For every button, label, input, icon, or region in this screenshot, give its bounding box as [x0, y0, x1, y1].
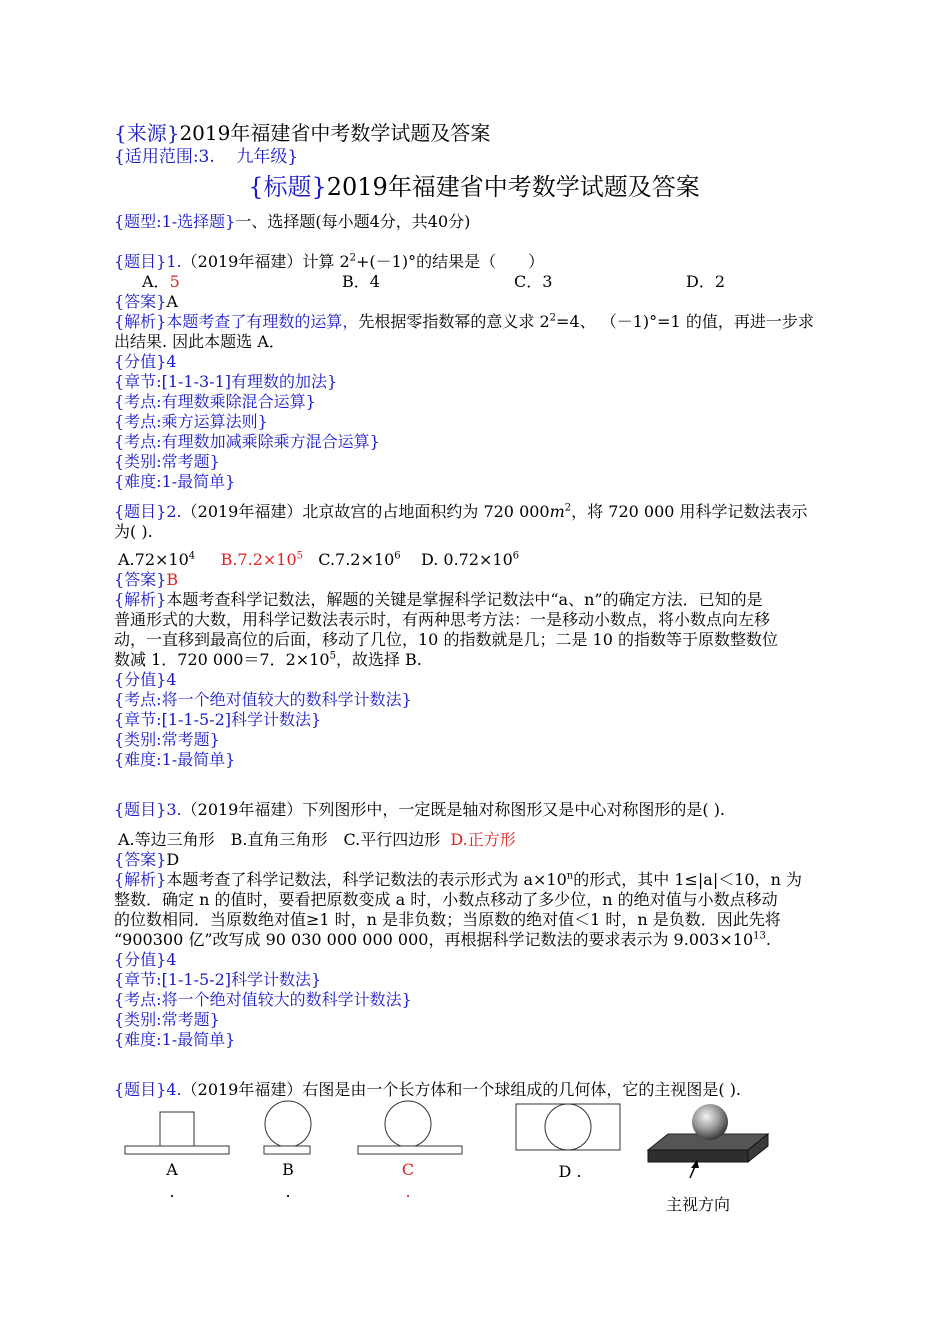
q2-analysis-tag: {解析} — [114, 590, 167, 609]
type-tag: {题型:1-选择题} — [114, 212, 236, 231]
q2-analysis-line2: 普通形式的大数，用科学记数法表示时，有两种思考方法：一是移动小数点，将小数点向左移 — [114, 610, 771, 629]
option-c-circle — [385, 1101, 431, 1147]
q2-stem-m: m — [549, 502, 565, 521]
option-b-label: B — [282, 1160, 294, 1179]
q2-score: {分值}4 — [114, 670, 177, 689]
q4-tag: {题目}4. — [114, 1080, 182, 1099]
q4-stem-text: （2019年福建）右图是由一个长方体和一个球组成的几何体，它的主视图是( ). — [181, 1080, 742, 1099]
option-b-dot: . — [285, 1182, 291, 1201]
option-a-label: A — [166, 1160, 178, 1179]
q2-stem-c: 为( ). — [114, 522, 153, 541]
q1-chapter: {章节:[1-1-3-1]有理数的加法} — [114, 372, 338, 391]
q1-stem-sup: 2 — [349, 252, 357, 264]
q3-analysis-tag: {解析} — [114, 870, 167, 889]
q3-knowledge-point: {考点:将一个绝对值较大的数科学计数法} — [114, 990, 412, 1009]
q3-analysis-1b: 的形式，其中 1≤|a|＜10，n 为 — [573, 870, 802, 889]
q3-stem — [114, 800, 834, 820]
document-page — [114, 110, 834, 1228]
scope-text: 九年级} — [236, 147, 299, 167]
source-text: 2019年福建省中考数学试题及答案 — [179, 121, 491, 145]
q2-stem-a: （2019年福建）北京故宫的占地面积约为 720 000 — [181, 502, 550, 521]
q1-option-c: C．3 — [514, 272, 553, 291]
q3-answer — [114, 850, 834, 870]
q2-stem — [114, 502, 834, 522]
q3-analysis-line3: 的位数相同．当原数绝对值≥1 时，n 是非负数；当原数的绝对值＜1 时，n 是负数．因此先将 — [114, 910, 781, 929]
type-text: 一、选择题(每小题4分，共40分) — [235, 212, 471, 231]
q1-category: {类别:常考题} — [114, 452, 220, 471]
question-3 — [114, 800, 834, 1050]
q3-answer-tag: {答案} — [114, 850, 167, 869]
option-d-label: D . — [558, 1162, 582, 1181]
solid-3d-front-face — [648, 1150, 748, 1162]
q2-analysis-1: 本题考查科学记数法，解题的关键是掌握科学记数法中“a、n”的确定方法．已知的是 — [166, 590, 763, 609]
q2-analysis-4b: ，故选择 B. — [335, 650, 422, 669]
q3-options-abc: A.等边三角形 B.直角三角形 C.平行四边形 — [118, 830, 441, 849]
q3-stem-text: （2019年福建）下列图形中，一定既是轴对称图形又是中心对称图形的是( ). — [181, 800, 726, 819]
q1-option-a — [142, 272, 342, 292]
q1-answer — [114, 292, 834, 312]
q2-option-a-sup: 4 — [188, 550, 196, 562]
q2-stem-b: ，将 720 000 用科学记数法表示 — [571, 502, 808, 521]
option-d-figure — [514, 1102, 622, 1156]
q1-analysis-b: 先根据零指数幂的意义求 2 — [358, 312, 550, 331]
q1-analysis-line2: 出结果. 因此本题选 A． — [114, 332, 285, 351]
sphere-shape — [692, 1104, 728, 1140]
q1-stem-b: +(－1)°的结果是（ ） — [356, 252, 545, 271]
q3-difficulty: {难度:1-最简单} — [114, 1030, 236, 1049]
q3-analysis-4a: “900300 亿”改写成 90 030 000 000 000，再根据科学记数法的要求表示为 9.003×10 — [114, 930, 754, 949]
scope-line — [114, 146, 834, 168]
q2-analysis-line3: 动，一直移到最高位的后面，移动了几位，10 的指数就是几；二是 10 的指数等于原数整数位 — [114, 630, 778, 649]
q1-analysis-c: =4、 （－1)°=1 的值，再进一步求 — [556, 312, 814, 331]
option-c-base — [358, 1146, 462, 1154]
source-tag: {来源} — [114, 121, 180, 145]
q1-tag: {题目}1. — [114, 252, 182, 271]
source-line — [114, 120, 834, 146]
option-d-circle — [545, 1104, 591, 1150]
q3-option-d: D.正方形 — [450, 830, 516, 849]
option-c-label: C — [401, 1160, 415, 1179]
q3-chapter: {章节:[1-1-5-2]科学计数法} — [114, 970, 322, 989]
q3-analysis-4b: . — [765, 930, 771, 949]
question-2 — [114, 502, 834, 770]
q1-option-a-value: 5 — [169, 272, 180, 291]
q1-option-b: B．4 — [342, 272, 380, 291]
option-b-circle — [265, 1101, 311, 1147]
q2-knowledge-point: {考点:将一个绝对值较大的数科学计数法} — [114, 690, 412, 709]
question-4 — [114, 1080, 834, 1228]
q2-option-d-sup: 6 — [512, 550, 520, 562]
q4-figures — [114, 1108, 834, 1228]
option-a-figure — [124, 1110, 232, 1156]
title-text: 2019年福建省中考数学试题及答案 — [326, 173, 700, 201]
q2-options — [114, 550, 834, 570]
q2-option-b: B.7.2×10 — [220, 550, 297, 569]
q2-category: {类别:常考题} — [114, 730, 220, 749]
q2-answer-value: B — [166, 570, 179, 589]
q2-analysis-line4 — [114, 650, 834, 670]
q3-score: {分值}4 — [114, 950, 177, 969]
q2-analysis-4a: 数减 1．720 000＝7．2×10 — [114, 650, 330, 669]
scope-tag: {适用范围:3. — [114, 147, 215, 167]
q1-analysis-a: 本题考查了有理数的运算， — [166, 312, 359, 331]
q3-tag: {题目}3. — [114, 800, 182, 819]
view-direction-label: 主视方向 — [666, 1195, 731, 1214]
q1-difficulty: {难度:1-最简单} — [114, 472, 236, 491]
q2-option-d: D. 0.72×10 — [420, 550, 513, 569]
q3-answer-value: D — [166, 850, 180, 869]
q2-option-a: A.72×10 — [118, 550, 189, 569]
option-a-dot: . — [169, 1182, 175, 1201]
option-c-figure — [356, 1100, 464, 1156]
q1-answer-value: A — [166, 292, 178, 311]
q2-option-b-sup: 5 — [296, 550, 304, 562]
q2-answer-tag: {答案} — [114, 570, 167, 589]
question-type-line — [114, 210, 834, 234]
option-a-base — [125, 1146, 229, 1154]
option-b-base — [264, 1146, 310, 1154]
q1-stem — [114, 252, 834, 272]
q3-analysis-1a: 本题考查了科学记数法，科学记数法的表示形式为 a×10 — [166, 870, 567, 889]
q3-analysis-line2: 整数．确定 n 的值时，要看把原数变成 a 时，小数点移动了多少位，n 的绝对值与小数点移动 — [114, 890, 778, 909]
q3-analysis-line1 — [114, 870, 834, 890]
q1-analysis-line1 — [114, 312, 834, 332]
option-a-square — [160, 1112, 194, 1146]
page-title — [114, 170, 834, 204]
q2-analysis-line1 — [114, 590, 834, 610]
option-c-dot: . — [405, 1182, 411, 1201]
q1-option-a-prefix: A． — [142, 272, 170, 291]
q1-analysis-tag: {解析} — [114, 312, 167, 331]
q3-options — [114, 830, 834, 850]
q1-score: {分值}4 — [114, 352, 177, 371]
title-tag: {标题} — [248, 173, 327, 201]
q1-analysis-sup: 2 — [549, 312, 557, 324]
q3-analysis-line4 — [114, 930, 834, 950]
q1-knowledge-point-1: {考点:有理数乘除混合运算} — [114, 392, 316, 411]
q2-tag: {题目}2. — [114, 502, 182, 521]
q2-option-c-sup: 6 — [394, 550, 401, 562]
q1-knowledge-point-2: {考点:乘方运算法则} — [114, 412, 268, 431]
q2-answer — [114, 570, 834, 590]
q3-analysis-4sup: 13 — [753, 930, 766, 942]
q1-answer-tag: {答案} — [114, 292, 167, 311]
q1-option-d: D．2 — [686, 272, 726, 291]
q2-analysis-4sup: 5 — [329, 650, 336, 662]
q2-difficulty: {难度:1-最简单} — [114, 750, 236, 769]
q2-chapter: {章节:[1-1-5-2]科学计数法} — [114, 710, 322, 729]
q2-stem-sup: 2 — [564, 502, 572, 514]
q1-knowledge-point-3: {考点:有理数加减乘除乘方混合运算} — [114, 432, 380, 451]
q1-options — [114, 272, 834, 292]
q4-stem — [114, 1080, 834, 1100]
q3-category: {类别:常考题} — [114, 1010, 220, 1029]
option-b-figure — [262, 1100, 314, 1156]
q1-stem-a: （2019年福建）计算 2 — [181, 252, 350, 271]
q2-option-c: C.7.2×10 — [318, 550, 395, 569]
q3-analysis-1sup: n — [566, 870, 574, 882]
question-1 — [114, 252, 834, 492]
